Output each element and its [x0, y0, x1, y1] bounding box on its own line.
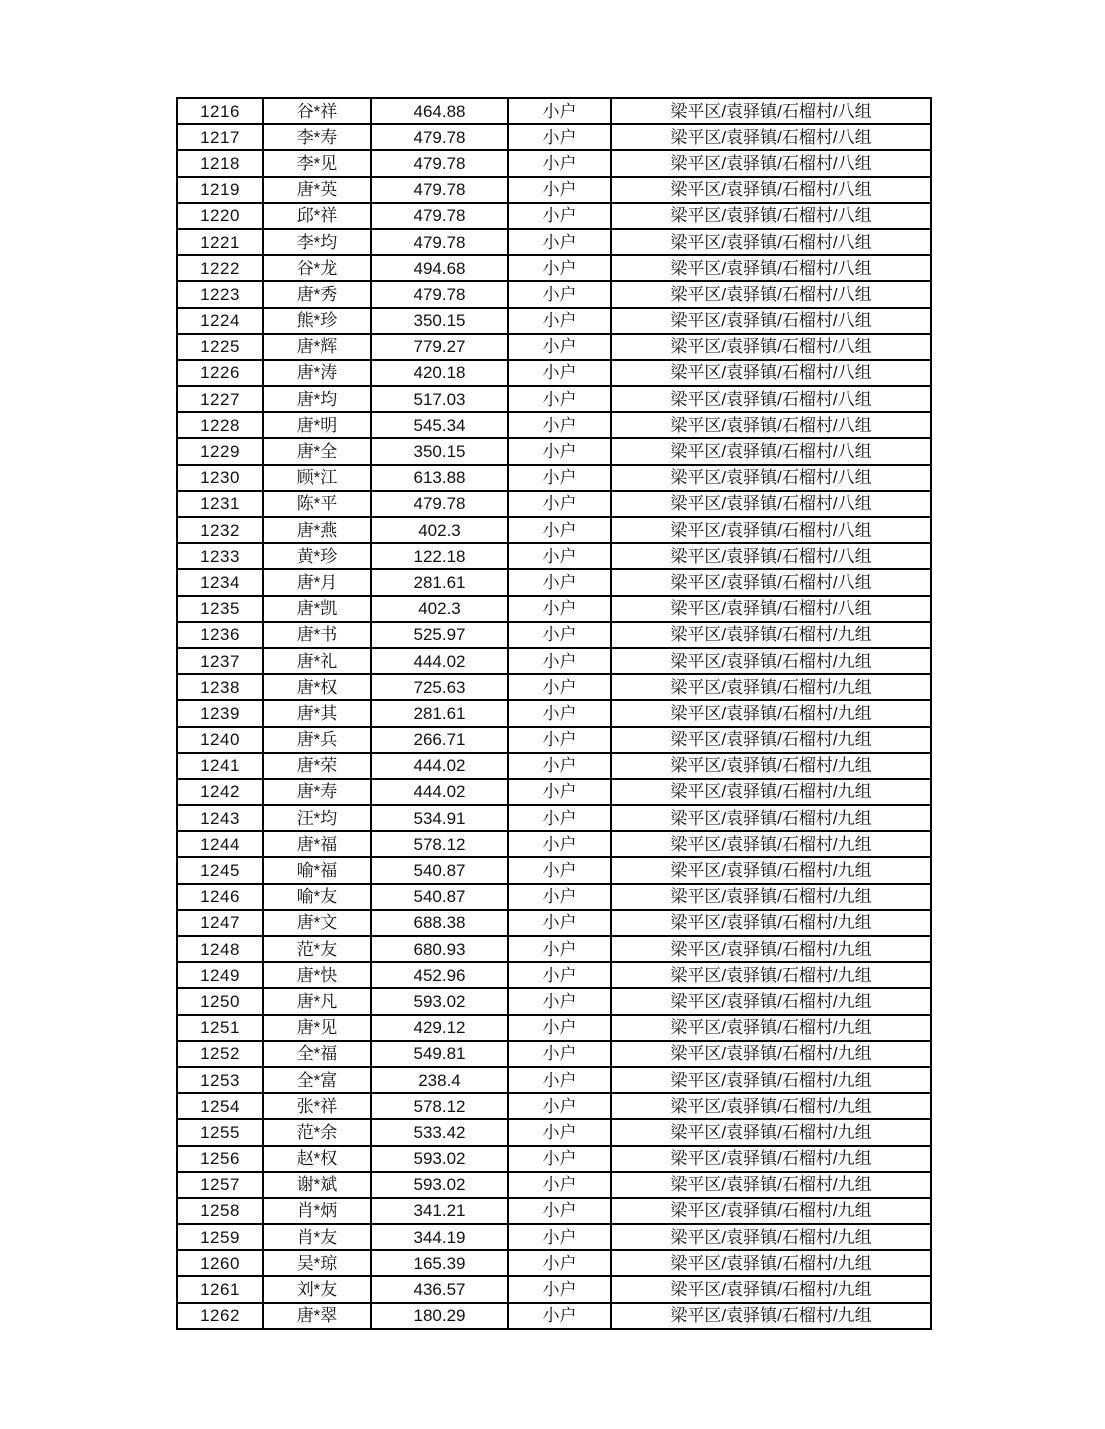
cell-name: 全*富 [263, 1067, 371, 1093]
cell-name: 范*友 [263, 936, 371, 962]
cell-name: 唐*礼 [263, 648, 371, 674]
table-row [177, 334, 931, 360]
cell-name: 唐*翠 [263, 1303, 371, 1329]
cell-type: 小户 [508, 98, 611, 124]
table-row [177, 465, 931, 491]
cell-amount: 517.03 [371, 386, 508, 412]
cell-serial: 1221 [177, 229, 263, 255]
cell-location: 梁平区/袁驿镇/石榴村/九组 [611, 779, 931, 805]
table-row [177, 1303, 931, 1329]
cell-type: 小户 [508, 465, 611, 491]
cell-location: 梁平区/袁驿镇/石榴村/九组 [611, 1198, 931, 1224]
cell-amount: 402.3 [371, 596, 508, 622]
cell-serial: 1225 [177, 334, 263, 360]
cell-amount: 593.02 [371, 988, 508, 1014]
cell-amount: 613.88 [371, 465, 508, 491]
cell-serial: 1237 [177, 648, 263, 674]
cell-location: 梁平区/袁驿镇/石榴村/九组 [611, 1224, 931, 1250]
cell-type: 小户 [508, 648, 611, 674]
table-row [177, 177, 931, 203]
cell-amount: 549.81 [371, 1041, 508, 1067]
cell-serial: 1228 [177, 412, 263, 438]
cell-location: 梁平区/袁驿镇/石榴村/八组 [611, 596, 931, 622]
cell-type: 小户 [508, 1224, 611, 1250]
cell-type: 小户 [508, 229, 611, 255]
cell-type: 小户 [508, 910, 611, 936]
table-row [177, 910, 931, 936]
cell-serial: 1231 [177, 491, 263, 517]
cell-serial: 1222 [177, 255, 263, 281]
table-row [177, 831, 931, 857]
table-row [177, 857, 931, 883]
cell-serial: 1238 [177, 674, 263, 700]
cell-serial: 1246 [177, 884, 263, 910]
cell-amount: 533.42 [371, 1119, 508, 1145]
cell-serial: 1259 [177, 1224, 263, 1250]
cell-location: 梁平区/袁驿镇/石榴村/九组 [611, 1119, 931, 1145]
cell-serial: 1230 [177, 465, 263, 491]
cell-amount: 444.02 [371, 779, 508, 805]
cell-amount: 402.3 [371, 517, 508, 543]
table-row [177, 308, 931, 334]
cell-name: 谷*龙 [263, 255, 371, 281]
cell-location: 梁平区/袁驿镇/石榴村/八组 [611, 438, 931, 464]
cell-type: 小户 [508, 360, 611, 386]
cell-serial: 1247 [177, 910, 263, 936]
cell-name: 唐*荣 [263, 753, 371, 779]
table-row [177, 962, 931, 988]
cell-serial: 1251 [177, 1015, 263, 1041]
table-row [177, 438, 931, 464]
cell-name: 唐*全 [263, 438, 371, 464]
cell-location: 梁平区/袁驿镇/石榴村/九组 [611, 857, 931, 883]
cell-amount: 494.68 [371, 255, 508, 281]
table-row [177, 936, 931, 962]
table-row [177, 1015, 931, 1041]
cell-serial: 1245 [177, 857, 263, 883]
cell-name: 顾*江 [263, 465, 371, 491]
cell-name: 唐*寿 [263, 779, 371, 805]
cell-name: 唐*兵 [263, 727, 371, 753]
cell-location: 梁平区/袁驿镇/石榴村/八组 [611, 203, 931, 229]
cell-name: 唐*权 [263, 674, 371, 700]
cell-location: 梁平区/袁驿镇/石榴村/八组 [611, 124, 931, 150]
cell-amount: 341.21 [371, 1198, 508, 1224]
cell-name: 唐*快 [263, 962, 371, 988]
cell-location: 梁平区/袁驿镇/石榴村/八组 [611, 255, 931, 281]
table-row [177, 386, 931, 412]
cell-serial: 1224 [177, 308, 263, 334]
cell-type: 小户 [508, 1119, 611, 1145]
cell-serial: 1258 [177, 1198, 263, 1224]
cell-type: 小户 [508, 805, 611, 831]
table-row [177, 1250, 931, 1276]
table-row [177, 596, 931, 622]
cell-serial: 1216 [177, 98, 263, 124]
cell-location: 梁平区/袁驿镇/石榴村/八组 [611, 386, 931, 412]
cell-type: 小户 [508, 1015, 611, 1041]
cell-serial: 1240 [177, 727, 263, 753]
cell-type: 小户 [508, 569, 611, 595]
cell-name: 全*福 [263, 1041, 371, 1067]
cell-name: 谢*斌 [263, 1172, 371, 1198]
cell-amount: 779.27 [371, 334, 508, 360]
cell-name: 谷*祥 [263, 98, 371, 124]
cell-type: 小户 [508, 1041, 611, 1067]
cell-type: 小户 [508, 1198, 611, 1224]
cell-serial: 1235 [177, 596, 263, 622]
cell-serial: 1254 [177, 1093, 263, 1119]
cell-name: 赵*权 [263, 1146, 371, 1172]
cell-serial: 1262 [177, 1303, 263, 1329]
cell-type: 小户 [508, 517, 611, 543]
cell-amount: 540.87 [371, 884, 508, 910]
cell-amount: 436.57 [371, 1276, 508, 1302]
cell-name: 唐*文 [263, 910, 371, 936]
table-row [177, 1146, 931, 1172]
cell-location: 梁平区/袁驿镇/石榴村/九组 [611, 1093, 931, 1119]
cell-name: 范*余 [263, 1119, 371, 1145]
cell-amount: 680.93 [371, 936, 508, 962]
cell-name: 唐*见 [263, 1015, 371, 1041]
cell-type: 小户 [508, 177, 611, 203]
cell-type: 小户 [508, 203, 611, 229]
cell-location: 梁平区/袁驿镇/石榴村/九组 [611, 648, 931, 674]
cell-amount: 479.78 [371, 150, 508, 176]
cell-amount: 444.02 [371, 753, 508, 779]
cell-amount: 540.87 [371, 857, 508, 883]
cell-name: 肖*炳 [263, 1198, 371, 1224]
cell-location: 梁平区/袁驿镇/石榴村/八组 [611, 569, 931, 595]
cell-name: 肖*友 [263, 1224, 371, 1250]
cell-location: 梁平区/袁驿镇/石榴村/九组 [611, 1250, 931, 1276]
table-row [177, 805, 931, 831]
table-row [177, 1067, 931, 1093]
cell-location: 梁平区/袁驿镇/石榴村/八组 [611, 308, 931, 334]
cell-serial: 1239 [177, 700, 263, 726]
cell-location: 梁平区/袁驿镇/石榴村/八组 [611, 177, 931, 203]
cell-amount: 238.4 [371, 1067, 508, 1093]
cell-type: 小户 [508, 936, 611, 962]
table-row [177, 229, 931, 255]
cell-type: 小户 [508, 962, 611, 988]
table-row [177, 491, 931, 517]
cell-amount: 479.78 [371, 124, 508, 150]
cell-amount: 420.18 [371, 360, 508, 386]
table-row [177, 1276, 931, 1302]
cell-amount: 122.18 [371, 543, 508, 569]
cell-amount: 525.97 [371, 622, 508, 648]
cell-type: 小户 [508, 831, 611, 857]
cell-name: 唐*凯 [263, 596, 371, 622]
cell-amount: 452.96 [371, 962, 508, 988]
cell-type: 小户 [508, 884, 611, 910]
cell-serial: 1226 [177, 360, 263, 386]
cell-name: 唐*秀 [263, 281, 371, 307]
cell-serial: 1244 [177, 831, 263, 857]
table-row [177, 700, 931, 726]
table-row [177, 622, 931, 648]
cell-location: 梁平区/袁驿镇/石榴村/八组 [611, 150, 931, 176]
cell-location: 梁平区/袁驿镇/石榴村/九组 [611, 1067, 931, 1093]
cell-name: 邱*祥 [263, 203, 371, 229]
cell-location: 梁平区/袁驿镇/石榴村/八组 [611, 412, 931, 438]
table-row [177, 569, 931, 595]
table-row [177, 1224, 931, 1250]
cell-name: 唐*英 [263, 177, 371, 203]
cell-amount: 350.15 [371, 438, 508, 464]
table-row [177, 98, 931, 124]
cell-amount: 479.78 [371, 491, 508, 517]
cell-name: 唐*涛 [263, 360, 371, 386]
cell-type: 小户 [508, 1093, 611, 1119]
cell-serial: 1243 [177, 805, 263, 831]
cell-location: 梁平区/袁驿镇/石榴村/八组 [611, 281, 931, 307]
table-row [177, 884, 931, 910]
cell-name: 熊*珍 [263, 308, 371, 334]
cell-amount: 578.12 [371, 831, 508, 857]
cell-amount: 479.78 [371, 177, 508, 203]
cell-type: 小户 [508, 1303, 611, 1329]
cell-location: 梁平区/袁驿镇/石榴村/九组 [611, 988, 931, 1014]
cell-name: 唐*辉 [263, 334, 371, 360]
cell-serial: 1257 [177, 1172, 263, 1198]
table-row [177, 203, 931, 229]
cell-serial: 1220 [177, 203, 263, 229]
cell-type: 小户 [508, 753, 611, 779]
table-row [177, 988, 931, 1014]
cell-amount: 350.15 [371, 308, 508, 334]
table-row [177, 1198, 931, 1224]
cell-location: 梁平区/袁驿镇/石榴村/九组 [611, 1146, 931, 1172]
cell-location: 梁平区/袁驿镇/石榴村/八组 [611, 98, 931, 124]
cell-amount: 464.88 [371, 98, 508, 124]
cell-type: 小户 [508, 281, 611, 307]
cell-serial: 1261 [177, 1276, 263, 1302]
cell-serial: 1252 [177, 1041, 263, 1067]
cell-serial: 1233 [177, 543, 263, 569]
cell-type: 小户 [508, 543, 611, 569]
cell-name: 刘*友 [263, 1276, 371, 1302]
cell-location: 梁平区/袁驿镇/石榴村/八组 [611, 229, 931, 255]
table-row [177, 150, 931, 176]
cell-type: 小户 [508, 727, 611, 753]
table-row [177, 1041, 931, 1067]
cell-type: 小户 [508, 438, 611, 464]
cell-type: 小户 [508, 1172, 611, 1198]
cell-location: 梁平区/袁驿镇/石榴村/九组 [611, 884, 931, 910]
cell-type: 小户 [508, 779, 611, 805]
cell-type: 小户 [508, 124, 611, 150]
cell-name: 李*见 [263, 150, 371, 176]
cell-amount: 479.78 [371, 203, 508, 229]
table-row [177, 281, 931, 307]
cell-location: 梁平区/袁驿镇/石榴村/八组 [611, 465, 931, 491]
cell-location: 梁平区/袁驿镇/石榴村/九组 [611, 831, 931, 857]
cell-name: 李*寿 [263, 124, 371, 150]
cell-type: 小户 [508, 1067, 611, 1093]
cell-location: 梁平区/袁驿镇/石榴村/九组 [611, 1303, 931, 1329]
cell-name: 喻*友 [263, 884, 371, 910]
cell-serial: 1260 [177, 1250, 263, 1276]
cell-location: 梁平区/袁驿镇/石榴村/九组 [611, 962, 931, 988]
cell-location: 梁平区/袁驿镇/石榴村/九组 [611, 674, 931, 700]
cell-serial: 1218 [177, 150, 263, 176]
cell-type: 小户 [508, 674, 611, 700]
cell-serial: 1223 [177, 281, 263, 307]
cell-serial: 1227 [177, 386, 263, 412]
cell-location: 梁平区/袁驿镇/石榴村/九组 [611, 910, 931, 936]
cell-location: 梁平区/袁驿镇/石榴村/八组 [611, 543, 931, 569]
cell-type: 小户 [508, 386, 611, 412]
cell-location: 梁平区/袁驿镇/石榴村/九组 [611, 805, 931, 831]
cell-type: 小户 [508, 857, 611, 883]
table-row [177, 1172, 931, 1198]
cell-location: 梁平区/袁驿镇/石榴村/九组 [611, 622, 931, 648]
cell-serial: 1236 [177, 622, 263, 648]
cell-location: 梁平区/袁驿镇/石榴村/八组 [611, 360, 931, 386]
cell-amount: 281.61 [371, 569, 508, 595]
cell-type: 小户 [508, 308, 611, 334]
cell-location: 梁平区/袁驿镇/石榴村/八组 [611, 334, 931, 360]
cell-serial: 1248 [177, 936, 263, 962]
cell-serial: 1250 [177, 988, 263, 1014]
cell-serial: 1255 [177, 1119, 263, 1145]
table-row [177, 727, 931, 753]
table-row [177, 648, 931, 674]
cell-location: 梁平区/袁驿镇/石榴村/九组 [611, 1276, 931, 1302]
table-row [177, 1093, 931, 1119]
cell-amount: 281.61 [371, 700, 508, 726]
table-row [177, 360, 931, 386]
table-row [177, 674, 931, 700]
cell-serial: 1249 [177, 962, 263, 988]
cell-serial: 1253 [177, 1067, 263, 1093]
cell-name: 汪*均 [263, 805, 371, 831]
cell-name: 李*均 [263, 229, 371, 255]
cell-name: 唐*月 [263, 569, 371, 595]
cell-name: 陈*平 [263, 491, 371, 517]
table-row [177, 124, 931, 150]
cell-amount: 266.71 [371, 727, 508, 753]
table-row [177, 1119, 931, 1145]
cell-location: 梁平区/袁驿镇/石榴村/九组 [611, 727, 931, 753]
cell-amount: 444.02 [371, 648, 508, 674]
cell-serial: 1256 [177, 1146, 263, 1172]
cell-amount: 165.39 [371, 1250, 508, 1276]
table-row [177, 255, 931, 281]
cell-amount: 429.12 [371, 1015, 508, 1041]
cell-type: 小户 [508, 491, 611, 517]
beneficiary-table [176, 97, 932, 1330]
cell-name: 唐*福 [263, 831, 371, 857]
cell-amount: 545.34 [371, 412, 508, 438]
cell-name: 唐*燕 [263, 517, 371, 543]
cell-location: 梁平区/袁驿镇/石榴村/八组 [611, 491, 931, 517]
cell-serial: 1229 [177, 438, 263, 464]
cell-location: 梁平区/袁驿镇/石榴村/九组 [611, 700, 931, 726]
cell-type: 小户 [508, 255, 611, 281]
cell-location: 梁平区/袁驿镇/石榴村/九组 [611, 936, 931, 962]
cell-name: 唐*明 [263, 412, 371, 438]
cell-location: 梁平区/袁驿镇/石榴村/九组 [611, 1041, 931, 1067]
cell-amount: 593.02 [371, 1146, 508, 1172]
cell-type: 小户 [508, 1146, 611, 1172]
cell-name: 黄*珍 [263, 543, 371, 569]
cell-amount: 725.63 [371, 674, 508, 700]
cell-amount: 593.02 [371, 1172, 508, 1198]
cell-serial: 1232 [177, 517, 263, 543]
cell-name: 唐*凡 [263, 988, 371, 1014]
cell-amount: 534.91 [371, 805, 508, 831]
cell-serial: 1242 [177, 779, 263, 805]
cell-amount: 479.78 [371, 281, 508, 307]
cell-serial: 1241 [177, 753, 263, 779]
table-row [177, 517, 931, 543]
cell-location: 梁平区/袁驿镇/石榴村/九组 [611, 1015, 931, 1041]
cell-amount: 180.29 [371, 1303, 508, 1329]
cell-serial: 1217 [177, 124, 263, 150]
table-row [177, 412, 931, 438]
cell-type: 小户 [508, 988, 611, 1014]
cell-location: 梁平区/袁驿镇/石榴村/八组 [611, 517, 931, 543]
cell-type: 小户 [508, 596, 611, 622]
cell-location: 梁平区/袁驿镇/石榴村/九组 [611, 1172, 931, 1198]
cell-type: 小户 [508, 1276, 611, 1302]
cell-amount: 479.78 [371, 229, 508, 255]
cell-amount: 688.38 [371, 910, 508, 936]
cell-name: 唐*均 [263, 386, 371, 412]
cell-type: 小户 [508, 150, 611, 176]
table-row [177, 753, 931, 779]
cell-serial: 1234 [177, 569, 263, 595]
cell-name: 张*祥 [263, 1093, 371, 1119]
cell-name: 唐*其 [263, 700, 371, 726]
cell-type: 小户 [508, 412, 611, 438]
cell-type: 小户 [508, 700, 611, 726]
cell-amount: 344.19 [371, 1224, 508, 1250]
cell-type: 小户 [508, 334, 611, 360]
cell-amount: 578.12 [371, 1093, 508, 1119]
cell-name: 唐*书 [263, 622, 371, 648]
cell-name: 吴*琼 [263, 1250, 371, 1276]
table-row [177, 543, 931, 569]
table-row [177, 779, 931, 805]
cell-serial: 1219 [177, 177, 263, 203]
cell-name: 喻*福 [263, 857, 371, 883]
cell-type: 小户 [508, 1250, 611, 1276]
cell-type: 小户 [508, 622, 611, 648]
cell-location: 梁平区/袁驿镇/石榴村/九组 [611, 753, 931, 779]
